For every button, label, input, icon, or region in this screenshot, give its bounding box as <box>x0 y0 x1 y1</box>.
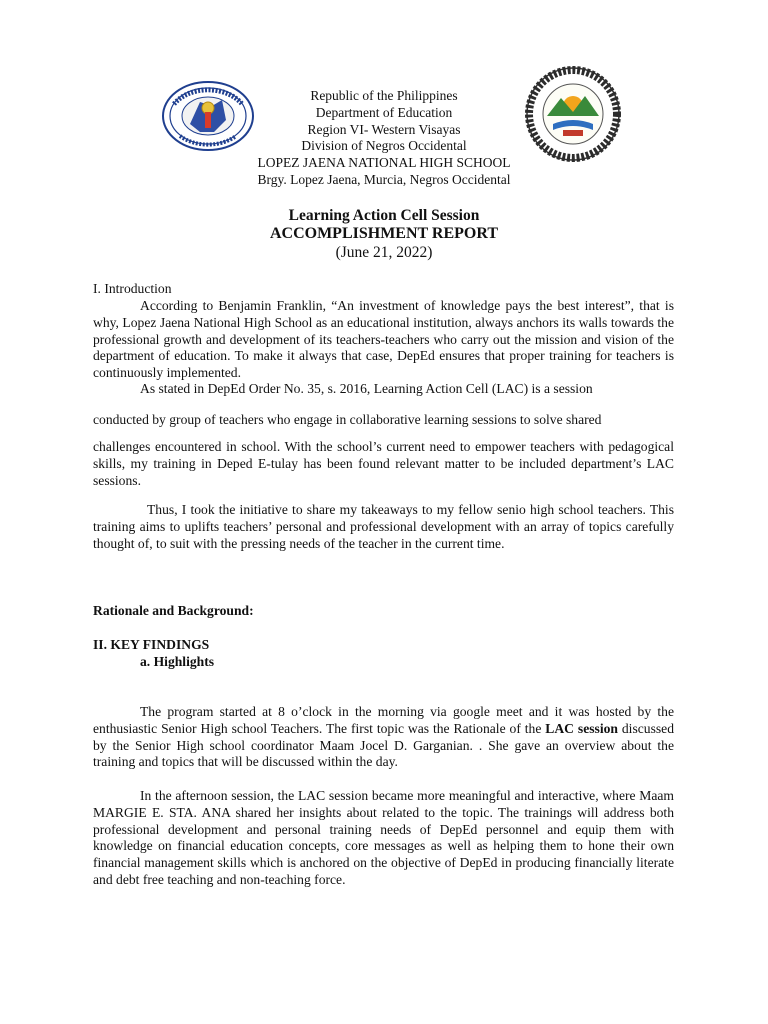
intro-heading: I. Introduction <box>93 281 172 296</box>
report-title: Learning Action Cell Session <box>288 207 480 224</box>
report-date: (June 21, 2022) <box>335 244 433 261</box>
findings-p1-before: The program started at 8 o’clock in the morning via google meet and it was hosted by the enthusiastic Senior High school Teachers. The first topic was the Rationale of the <box>93 704 674 736</box>
header-line-division: Division of Negros Occidental <box>301 138 467 154</box>
header-line-department: Department of Education <box>315 104 453 120</box>
findings-paragraph-1 <box>93 704 674 771</box>
header-line-republic: Republic of the Philippines <box>310 88 458 103</box>
intro-paragraph-2b: conducted by group of teachers who engage in collaborative learning sessions to solve shared <box>93 412 602 427</box>
intro-paragraph-3: Thus, I took the initiative to share my takeaways to my fellow senio high school teachers. This training aims to uplifts teachers’ personal and professional development with an array of topics carefully thought of, to suit with the pressing needs of the teacher in the current time. <box>93 502 674 551</box>
report-title-block <box>0 207 768 262</box>
findings-p1-bold: LAC session <box>545 720 618 736</box>
header-line-region: Region VI- Western Visayas <box>307 121 461 137</box>
document-header <box>0 88 768 189</box>
intro-paragraph-1: According to Benjamin Franklin, “An investment of knowledge pays the best interest”, that is why, Lopez Jaena National High School as an educational institution, always anchors its walls towards the professional growth and development of its teachers-teachers who carry out the mission and vision of the department of education. To make it always that case, DepEd ensures that proper training for teachers is continuously implemented. <box>93 298 674 381</box>
header-line-address: Brgy. Lopez Jaena, Murcia, Negros Occidental <box>257 171 511 187</box>
findings-p1-after: discussed by the Senior High school coordinator Maam Jocel D. Garganian. . She gave an overview about the training and topics that will be discussed within the day. <box>93 720 674 770</box>
intro-paragraph-2c: challenges encountered in school. With the school’s current need to empower teachers with pedagogical skills, my training in Deped E-tulay has been found relevant matter to be included department’s LAC sessions. <box>93 439 674 488</box>
report-subtitle: ACCOMPLISHMENT REPORT <box>269 225 499 242</box>
findings-heading: II. KEY FINDINGS <box>93 637 210 652</box>
intro-paragraph-2a: As stated in DepEd Order No. 35, s. 2016, Learning Action Cell (LAC) is a session <box>140 381 593 396</box>
rationale-heading: Rationale and Background: <box>93 603 254 618</box>
findings-paragraph-2: In the afternoon session, the LAC session became more meaningful and interactive, where Maam MARGIE E. STA. ANA shared her insights about related to the topic. The trainings will address both professional development and personal training needs of DepEd personnel and equip them with knowledge on financial education concepts, core messages as well as helping them to hone their own financial management skills which is anchored on the objective of DepEd in producing financially literate and debt free teaching and non-teaching force. <box>93 788 674 887</box>
header-line-school: LOPEZ JAENA NATIONAL HIGH SCHOOL <box>257 155 511 171</box>
findings-subheading: a. Highlights <box>140 654 215 669</box>
